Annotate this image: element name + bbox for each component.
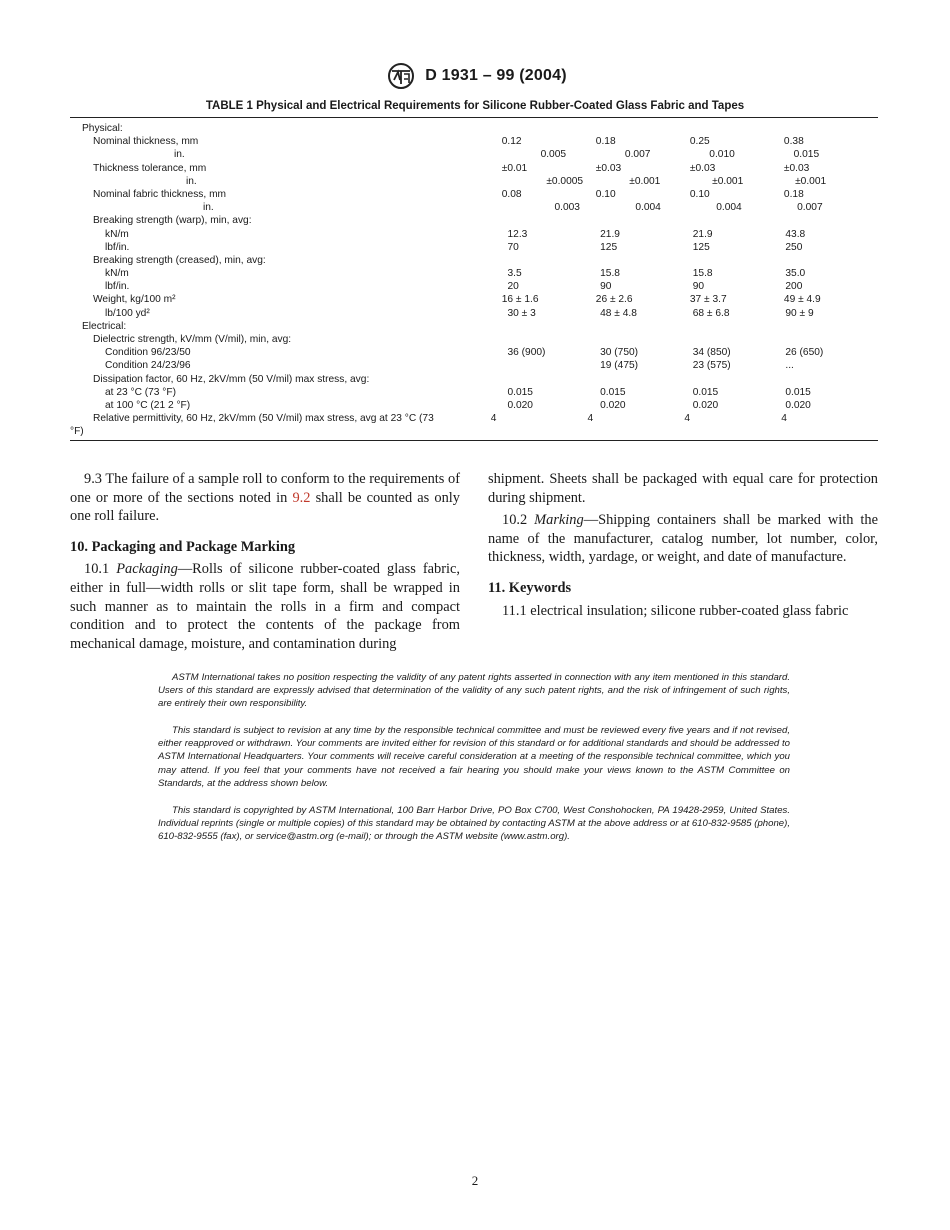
table-cell: 0.003 bbox=[554, 202, 580, 214]
table-cell bbox=[592, 122, 687, 135]
table-cell bbox=[596, 254, 690, 267]
table-row-label: Condition 24/23/96 bbox=[105, 360, 191, 372]
paragraph-10-1-continued: shipment. Sheets shall be packaged with equal care for protection during shipment. bbox=[488, 471, 878, 506]
paragraph-text: shall be counted as only one roll failure. bbox=[70, 489, 460, 525]
table-row bbox=[70, 307, 878, 320]
revision-notice: This standard is subject to revision at any time by the responsible technical committee and must be reviewed every five years and if not revised, either reapproved or withdrawn. Your comments are invited either for revision of this standard or for additional standards and should be addressed to ASTM International Headquarters. Your comments will receive careful consideration at a meeting of the responsible technical committee, which you may attend. If you feel that your comments have not received a fair hearing you should make your views known to the ASTM Committee on Standards, at the address shown below. bbox=[158, 725, 790, 789]
table-row-label: lbf/in. bbox=[105, 281, 130, 293]
table-cell: 35.0 bbox=[785, 268, 806, 280]
table-cell bbox=[690, 214, 784, 227]
table-row-label: Electrical: bbox=[82, 320, 127, 332]
table-row-label: lbf/in. bbox=[105, 241, 130, 253]
table-cell bbox=[784, 333, 878, 346]
table-cell: 21.9 bbox=[692, 228, 713, 240]
table-cell: 0.10 bbox=[689, 188, 710, 200]
table-cell: ±0.0005 bbox=[546, 175, 584, 187]
table-title: TABLE 1 Physical and Electrical Requirements for Silicone Rubber-Coated Glass Fabric and Tapes bbox=[205, 100, 745, 112]
table-row-label: Condition 96/23/50 bbox=[105, 347, 191, 359]
table-row-label: Weight, kg/100 m² bbox=[93, 294, 176, 306]
document-id: D 1931 – 99 (2004) bbox=[425, 67, 567, 84]
table-cell bbox=[690, 254, 784, 267]
table-cell: 21.9 bbox=[600, 228, 620, 240]
copyright-notice: This standard is copyrighted by ASTM International, 100 Barr Harbor Drive, PO Box C700, West Conshohocken, PA 19428-2959, United States. Individual reprints (single or multiple copies) of this standard may be obtained by contacting ASTM at the above address or at 610-832-9585 (phone), 610-832-9555 (fax), or service@astm.org (e-mail); or through the ASTM website (www.astm.org). bbox=[158, 804, 790, 842]
requirements-table bbox=[70, 117, 878, 441]
table-cell: 30 (750) bbox=[600, 347, 639, 359]
table-cell bbox=[784, 373, 878, 386]
table-cell: 36 (900) bbox=[507, 347, 546, 359]
table-cell: 0.015 bbox=[600, 386, 626, 398]
paragraph-text: —Shipping containers shall be marked with the name of the manufacturer, catalog number, lot number, color, thickness, width, yardage, or weight, and date of manufacture. bbox=[488, 512, 878, 566]
table-cell: 250 bbox=[785, 241, 803, 253]
patent-notice: ASTM International takes no position respecting the validity of any patent rights asserted in connection with any item mentioned in this standard. Users of this standard are expressly advised that determination of the validity of any such patent rights, and the risk of infringement of such rights, are entirely their own responsibility. bbox=[158, 672, 790, 710]
table-row-label: Nominal fabric thickness, mm bbox=[93, 188, 227, 200]
table-cell: ±0.03 bbox=[783, 162, 810, 174]
table-row bbox=[70, 346, 878, 359]
paragraph-10-2 bbox=[488, 511, 878, 567]
table-cell: 26 ± 2.6 bbox=[595, 294, 633, 306]
table-cell: 0.25 bbox=[689, 136, 710, 148]
table-row-label: in. bbox=[203, 202, 214, 214]
table-cell: 90 bbox=[600, 281, 612, 293]
table-cell: 0.015 bbox=[507, 386, 533, 398]
table-row bbox=[70, 280, 878, 293]
page-number: 2 bbox=[471, 1173, 479, 1188]
paragraph-term: Marking bbox=[534, 512, 584, 529]
table-cell: 20 bbox=[507, 281, 519, 293]
permittivity-label-line1: Relative permittivity, 60 Hz, 2kV/mm (50 V/mil) max stress, avg at 23 °C (73 bbox=[93, 413, 434, 425]
table-row-label: Nominal thickness, mm bbox=[93, 136, 199, 148]
table-cell bbox=[496, 122, 591, 135]
table-row-label: Dissipation factor, 60 Hz, 2kV/mm (50 V/mil) max stress, avg: bbox=[93, 373, 370, 385]
table-row bbox=[70, 148, 878, 161]
table-cell: ±0.03 bbox=[595, 162, 622, 174]
section-ref-link[interactable]: 9.2 bbox=[292, 489, 311, 506]
table-cell bbox=[592, 320, 687, 333]
table-cell: 16 ± 1.6 bbox=[501, 294, 539, 306]
table-cell bbox=[783, 320, 878, 333]
table-row bbox=[70, 188, 878, 201]
table-cell bbox=[502, 333, 596, 346]
table-cell bbox=[687, 320, 782, 333]
table-row-label: Breaking strength (creased), min, avg: bbox=[93, 254, 266, 266]
table-cell bbox=[502, 254, 596, 267]
table-row bbox=[70, 386, 878, 399]
table-row bbox=[70, 254, 878, 267]
table-cell: 0.015 bbox=[785, 386, 811, 398]
table-cell: ±0.001 bbox=[712, 175, 744, 187]
table-row-label: kN/m bbox=[105, 268, 129, 280]
table-row-label: in. bbox=[186, 175, 197, 187]
table-cell: 0.007 bbox=[624, 149, 651, 161]
table-row bbox=[70, 373, 878, 386]
table-cell: 0.020 bbox=[785, 399, 811, 411]
table-row-label bbox=[70, 412, 491, 438]
table-row bbox=[70, 320, 878, 333]
table-cell: 15.8 bbox=[600, 268, 620, 280]
table-cell: 0.007 bbox=[797, 202, 823, 214]
table-cell: 68 ± 6.8 bbox=[692, 307, 730, 319]
table-row-label: kN/m bbox=[105, 228, 129, 240]
table-cell: 43.8 bbox=[785, 228, 806, 240]
table-cell bbox=[690, 333, 784, 346]
paragraph-term: Packaging bbox=[116, 561, 178, 578]
body-column-right bbox=[488, 470, 878, 620]
body-column-left bbox=[70, 470, 460, 653]
table-row-label: Thickness tolerance, mm bbox=[93, 162, 207, 174]
table-cell bbox=[507, 359, 600, 372]
table-row bbox=[70, 228, 878, 241]
table-row bbox=[70, 399, 878, 412]
table-cell: 70 bbox=[507, 241, 519, 253]
table-cell: ±0.001 bbox=[795, 175, 827, 187]
table-row-label: Dielectric strength, kV/mm (V/mil), min, avg: bbox=[93, 334, 292, 345]
table-cell bbox=[784, 214, 878, 227]
table-cell: ±0.03 bbox=[689, 162, 716, 174]
table-row bbox=[70, 201, 878, 214]
table-row bbox=[70, 412, 878, 438]
section-heading-11: 11. Keywords bbox=[488, 579, 572, 596]
table-cell: 0.004 bbox=[635, 202, 661, 214]
table-cell: 12.3 bbox=[507, 228, 528, 240]
table-cell bbox=[596, 333, 690, 346]
astm-logo-icon bbox=[383, 62, 419, 90]
permittivity-label-line2: °F) bbox=[70, 426, 84, 438]
table-row bbox=[70, 162, 878, 175]
paragraph-11-1: 11.1 electrical insulation; silicone rubber-coated glass fabric bbox=[502, 602, 849, 619]
table-cell bbox=[784, 254, 878, 267]
table-row bbox=[70, 333, 878, 346]
table-row bbox=[70, 122, 878, 135]
table-cell bbox=[690, 373, 784, 386]
table-cell: 34 (850) bbox=[692, 347, 731, 359]
table-cell: 0.004 bbox=[716, 202, 742, 214]
table-cell: 4 bbox=[490, 413, 497, 425]
table-cell bbox=[596, 373, 690, 386]
table-cell: 0.18 bbox=[783, 188, 804, 200]
table-cell: 0.020 bbox=[600, 399, 626, 411]
table-row-label: at 23 °C (73 °F) bbox=[105, 386, 176, 398]
table-row bbox=[70, 293, 878, 306]
table-cell: 0.015 bbox=[793, 149, 820, 161]
paragraph-text: 9.3 The failure of a sample roll to conform to the requirements of one or more of the sections noted in bbox=[70, 471, 460, 506]
table-row-label: Breaking strength (warp), min, avg: bbox=[93, 215, 252, 227]
table-cell: 0.020 bbox=[692, 399, 719, 411]
table-cell: 30 ± 3 bbox=[507, 307, 536, 319]
table-cell: 0.015 bbox=[692, 386, 719, 398]
table-cell: 0.020 bbox=[507, 399, 533, 411]
table-cell: 90 bbox=[692, 281, 705, 293]
table-cell: 0.005 bbox=[540, 149, 567, 161]
table-cell: 49 ± 4.9 bbox=[783, 294, 821, 306]
table-cell: 0.18 bbox=[595, 136, 616, 148]
table-cell bbox=[502, 214, 596, 227]
page-header bbox=[0, 62, 950, 90]
table-cell: 90 ± 9 bbox=[785, 307, 814, 319]
table-cell: 4 bbox=[781, 413, 787, 425]
table-row bbox=[70, 135, 878, 148]
table-cell: 0.38 bbox=[783, 136, 804, 148]
table-cell: 15.8 bbox=[692, 268, 713, 280]
paragraph-text: —Rolls of silicone rubber-coated glass fabric, either in full—width rolls or slit tape form, shall be wrapped in such manner as to maintain the rolls in a firm and compact condition and to protect the contents of the package from mechanical damage, moisture, and contamination during bbox=[70, 561, 461, 652]
table-cell: ±0.001 bbox=[629, 175, 661, 187]
table-cell: 0.10 bbox=[595, 188, 616, 200]
table-cell: 3.5 bbox=[507, 268, 522, 280]
table-cell bbox=[502, 373, 596, 386]
table-cell: 0.010 bbox=[709, 149, 735, 161]
table-cell: 19 (475) bbox=[600, 360, 639, 372]
section-heading-10: 10. Packaging and Package Marking bbox=[70, 538, 296, 555]
table-cell: ... bbox=[785, 360, 794, 372]
table-row-label: in. bbox=[174, 149, 185, 161]
table-cell: 0.08 bbox=[501, 188, 522, 200]
paragraph-number: 10.2 bbox=[502, 512, 535, 529]
table-cell: 26 (650) bbox=[785, 347, 824, 359]
table-cell bbox=[783, 122, 878, 135]
table-cell: 200 bbox=[785, 281, 803, 293]
table-row-label: at 100 °C (21 2 °F) bbox=[105, 399, 191, 411]
paragraph-10-1 bbox=[70, 560, 460, 653]
table-cell: 37 ± 3.7 bbox=[689, 294, 727, 306]
table-cell: 125 bbox=[600, 241, 618, 253]
table-cell: 125 bbox=[692, 241, 710, 253]
table-cell bbox=[496, 320, 591, 333]
paragraph-number: 10.1 bbox=[84, 561, 117, 578]
table-row bbox=[70, 175, 878, 188]
table-row-label: Physical: bbox=[82, 123, 123, 134]
table-cell: 23 (575) bbox=[692, 360, 731, 372]
table-row-label: lb/100 yd² bbox=[105, 307, 150, 319]
table-cell bbox=[596, 214, 690, 227]
table-body bbox=[70, 122, 878, 412]
table-cell: 0.12 bbox=[501, 136, 522, 148]
paragraph-9-3 bbox=[70, 470, 460, 526]
table-cell: 4 bbox=[587, 413, 594, 425]
table-cell: ±0.01 bbox=[501, 162, 528, 174]
legal-notes bbox=[158, 671, 790, 857]
table-cell: 48 ± 4.8 bbox=[600, 307, 637, 319]
table-cell: 4 bbox=[684, 413, 691, 425]
table-row bbox=[70, 359, 878, 372]
table-row bbox=[70, 241, 878, 254]
table-cell bbox=[687, 122, 782, 135]
table-row bbox=[70, 267, 878, 280]
table-row bbox=[70, 214, 878, 227]
